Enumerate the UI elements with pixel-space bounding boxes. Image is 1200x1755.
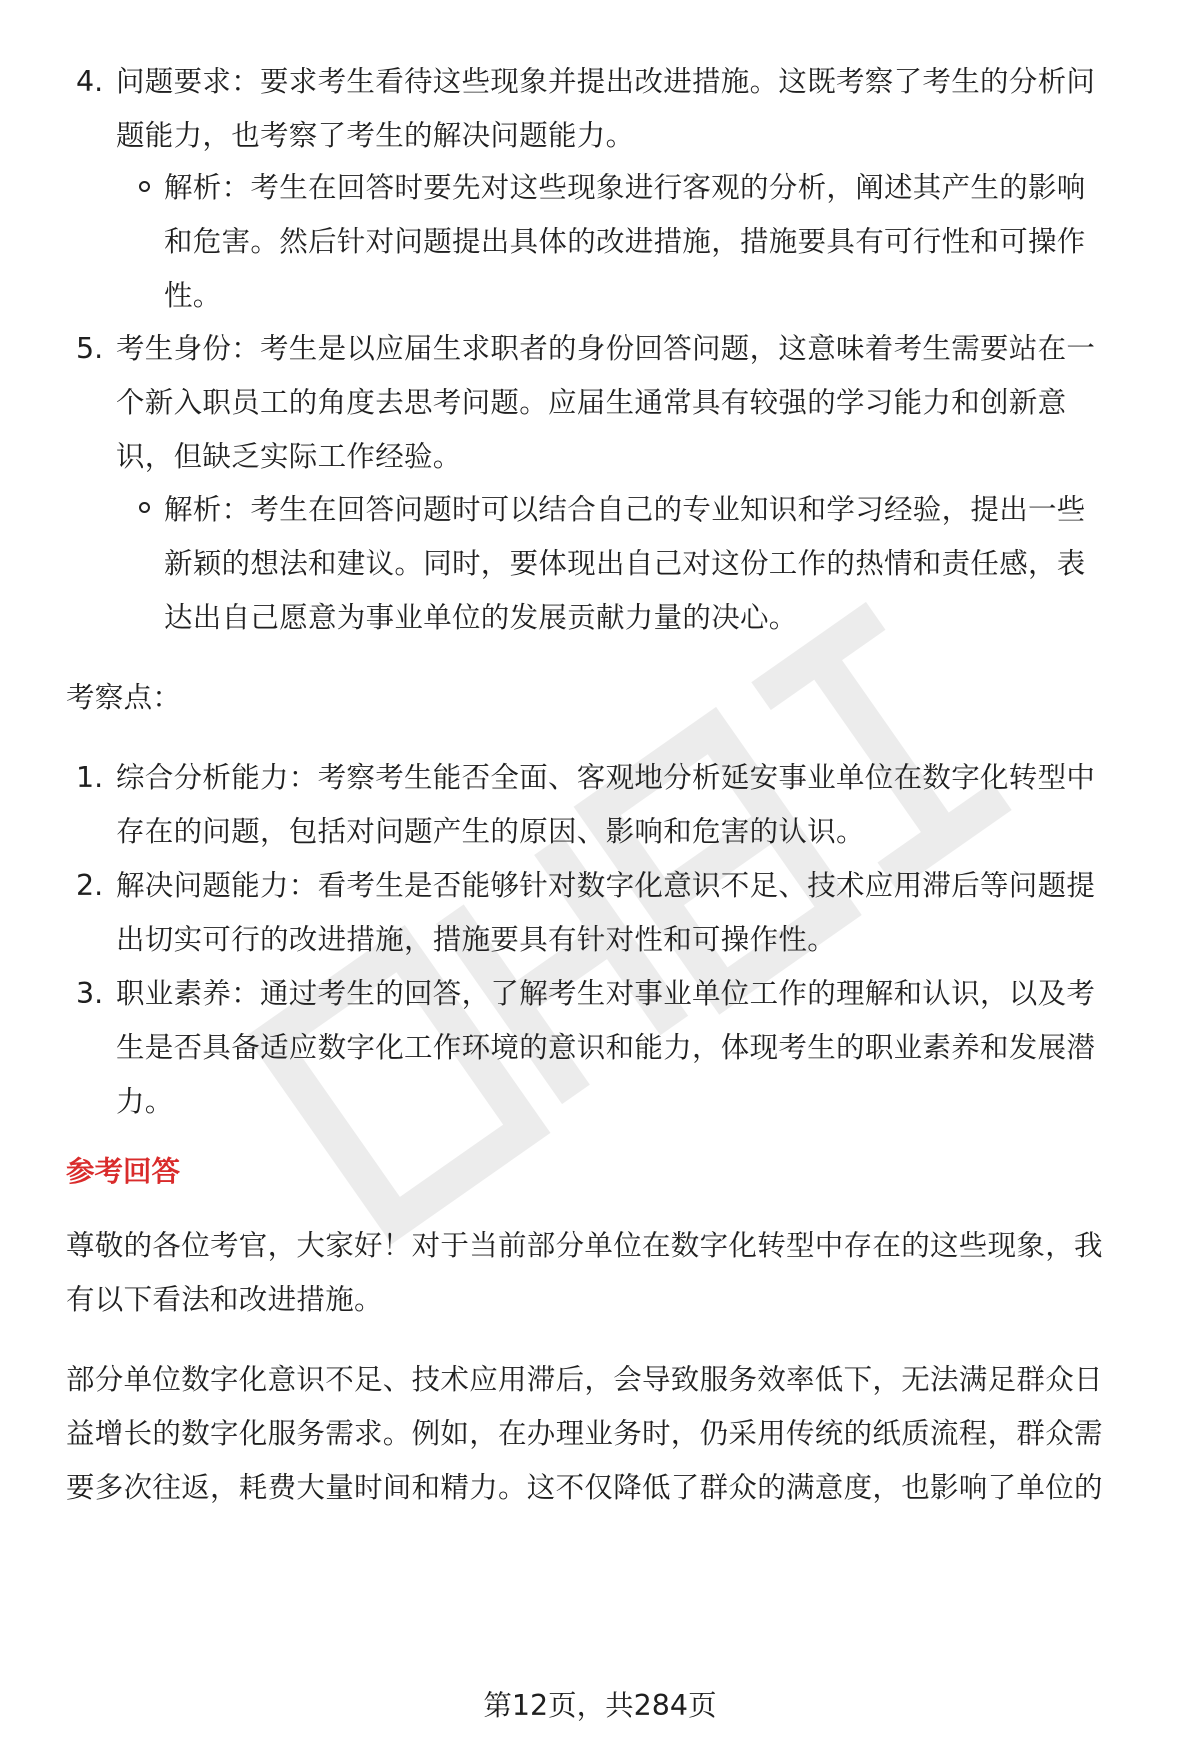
watermark-logo — [180, 560, 1080, 1260]
sub-item-text: 性。 — [164, 279, 222, 312]
list-item-text: 力。 — [116, 1085, 174, 1118]
circle-bullet-icon — [139, 181, 150, 192]
sub-item-text: 解析：考生在回答问题时可以结合自己的专业知识和学习经验，提出一些 — [164, 493, 1086, 526]
paragraph-line: 部分单位数字化意识不足、技术应用滞后，会导致服务效率低下，无法满足群众日 — [66, 1363, 1103, 1396]
list-number: 3. — [76, 977, 104, 1010]
list-number: 5. — [76, 332, 104, 365]
page-footer: 第12页，共284页 — [483, 1689, 717, 1722]
list-item-text: 问题要求：要求考生看待这些现象并提出改进措施。这既考察了考生的分析问 — [116, 65, 1096, 98]
list-number: 4. — [76, 65, 104, 98]
list-item-text: 存在的问题，包括对问题产生的原因、影响和危害的认识。 — [116, 815, 865, 848]
list-item-text: 题能力，也考察了考生的解决问题能力。 — [116, 119, 635, 152]
list-item-text: 解决问题能力：看考生是否能够针对数字化意识不足、技术应用滞后等问题提 — [116, 869, 1096, 902]
list-item-text: 职业素养：通过考生的回答，了解考生对事业单位工作的理解和认识，以及考 — [116, 977, 1096, 1010]
sub-item-text: 达出自己愿意为事业单位的发展贡献力量的决心。 — [164, 601, 798, 634]
list-number: 1. — [76, 761, 104, 794]
paragraph-line: 要多次往返，耗费大量时间和精力。这不仅降低了群众的满意度，也影响了单位的 — [66, 1471, 1103, 1504]
circle-bullet-icon — [139, 502, 150, 513]
list-item-text: 个新入职员工的角度去思考问题。应届生通常具有较强的学习能力和创新意 — [116, 386, 1067, 419]
paragraph-line: 益增长的数字化服务需求。例如，在办理业务时，仍采用传统的纸质流程，群众需 — [66, 1417, 1103, 1450]
reference-answer-heading: 参考回答 — [66, 1155, 181, 1188]
list-item-text: 出切实可行的改进措施，措施要具有针对性和可操作性。 — [116, 923, 837, 956]
paragraph-line: 尊敬的各位考官，大家好！对于当前部分单位在数字化转型中存在的这些现象，我 — [66, 1229, 1103, 1262]
list-item-text: 综合分析能力：考察考生能否全面、客观地分析延安事业单位在数字化转型中 — [116, 761, 1096, 794]
sub-item-text: 解析：考生在回答时要先对这些现象进行客观的分析，阐述其产生的影响 — [164, 171, 1086, 204]
list-item-text: 生是否具备适应数字化工作环境的意识和能力，体现考生的职业素养和发展潜 — [116, 1031, 1096, 1064]
list-item-text: 考生身份：考生是以应届生求职者的身份回答问题，这意味着考生需要站在一 — [116, 332, 1096, 365]
list-number: 2. — [76, 869, 104, 902]
paragraph-line: 有以下看法和改进措施。 — [66, 1283, 383, 1316]
list-item-text: 识，但缺乏实际工作经验。 — [116, 440, 462, 473]
exam-points-label: 考察点： — [66, 681, 182, 714]
sub-item-text: 新颖的想法和建议。同时，要体现出自己对这份工作的热情和责任感，表 — [164, 547, 1086, 580]
sub-item-text: 和危害。然后针对问题提出具体的改进措施，措施要具有可行性和可操作 — [164, 225, 1086, 258]
